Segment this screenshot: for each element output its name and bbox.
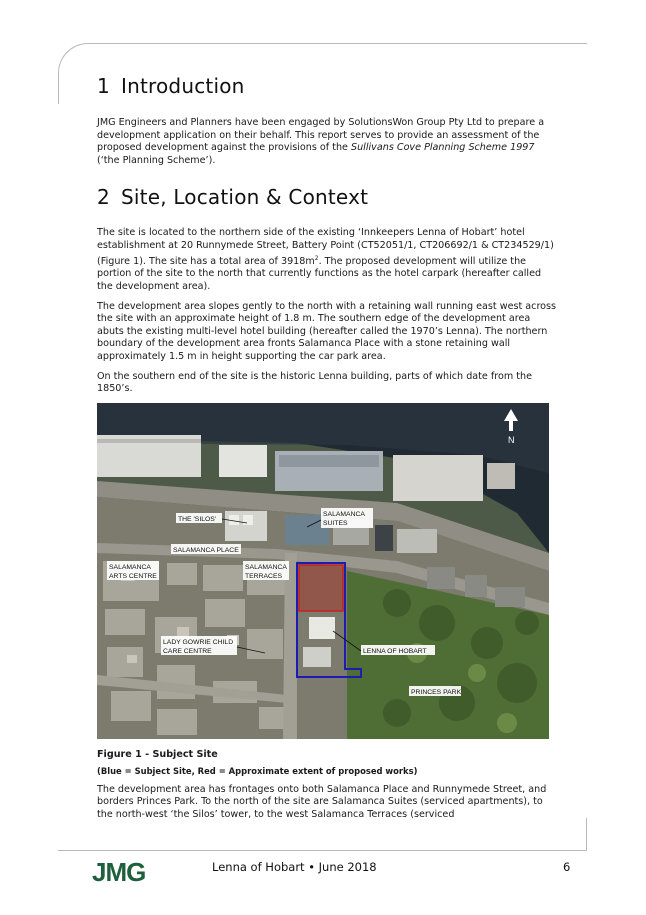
map-label-arts-1: SALAMANCA [109,563,151,571]
intro-text: JMG Engineers and Planners have been engaged by SolutionsWon Group Pty Ltd to prepare a development application on their behalf. This report serves to provide an assessment of the proposed development against the provisions of the [97,117,545,154]
site-paragraph-3: On the southern end of the site is the historic Lenna building, parts of which date from the 1850’s. [97,370,532,395]
section-title: Introduction [121,74,245,98]
logo-text: JMG [92,857,146,886]
map-label-lenna: LENNA OF HOBART [363,647,427,655]
page-number: 6 [563,860,571,874]
aerial-site-map [97,403,549,739]
section-number: 2 [97,185,110,210]
page-frame-bottom [58,818,587,851]
footer-title: Lenna of Hobart • June 2018 [212,860,377,874]
intro-italic-text: Sullivans Cove Planning Scheme 1997 [351,142,535,154]
document-body [97,74,557,821]
site-paragraph-1 [97,227,557,293]
map-label-suites-2: SUITES [323,519,348,527]
site-text-1b: . The proposed development will utilize the portion of the site to the north that currently functions as the hotel carpark (hereafter called the development area). [97,255,542,292]
map-label-salamanca-place: SALAMANCA PLACE [173,546,239,554]
intro-tail-text: (‘the Planning Scheme’). [97,154,216,166]
map-label-terraces-1: SALAMANCA [245,563,287,571]
figure-legend: (Blue = Subject Site, Red = Approximate extent of proposed works) [97,765,418,776]
section-heading-introduction [97,74,557,98]
section-heading-site [97,185,557,209]
intro-paragraph [97,117,557,167]
section-number: 1 [97,74,110,98]
site-paragraph-2: The development area slopes gently to the north with a retaining wall running east west across the site with an approximate height of 1.8 m. The southern edge of the development area abuts the existing multi-level hotel building (hereafter called the 1970’s Lenna). The northern boundary of the development area fronts Salamanca Place with a stone retaining wall approximately 1.5 m in height supporting the car park area. [97,300,557,362]
site-text-1: The site is located to the northern side of the existing ‘Innkeepers Lenna of Hobart’ hotel establishment at 20 Runnymede Street, Battery Point (CT52051/1, CT206692/1 & CT234529/1) (Figure 1). The site has a total area of 3918m [97,227,554,267]
map-label-arts-2: ARTS CENTRE [109,572,157,580]
jmg-logo [92,856,172,890]
map-label-gowrie-1: LADY GOWRIE CHILD [163,638,234,646]
map-label-princes-park: PRINCES PARK [411,688,462,696]
superscript: 2 [314,254,319,262]
site-paragraph-4: The development area has frontages onto both Salamanca Place and Runnymede Street, and borders Princes Park. To the north of the site are Salamanca Suites (serviced apartments), to the north-west ‘the Silos’ tower, to the west Salamanca Terraces (serviced [97,783,547,820]
map-label-gowrie-2: CARE CENTRE [163,647,212,655]
map-label-silos: THE 'SILOS' [178,515,217,523]
north-label: N [508,434,515,445]
map-label-terraces-2: TERRACES [245,572,283,580]
section-title: Site, Location & Context [121,185,369,210]
figure-caption: Figure 1 - Subject Site [97,748,218,760]
map-label-suites-1: SALAMANCA [323,510,365,518]
